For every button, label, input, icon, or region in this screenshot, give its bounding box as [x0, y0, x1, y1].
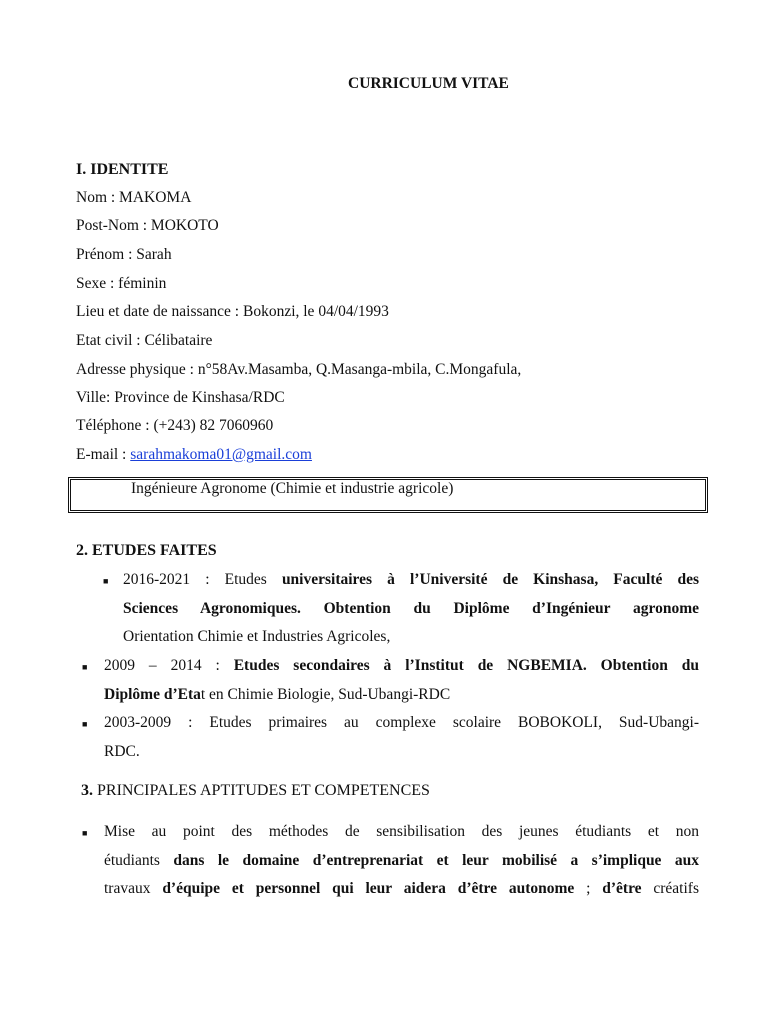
- naissance-line: Lieu et date de naissance : Bokonzi, le 04/04/1993: [76, 303, 389, 320]
- etudes-item-1: [123, 566, 699, 652]
- etudes-item-2: [104, 652, 699, 709]
- etudes-3-line1: 2003-2009 : Etudes primaires au complexe scolaire BOBOKOLI, Sud-Ubangi-: [104, 714, 699, 731]
- cv-title: CURRICULUM VITAE: [348, 75, 509, 92]
- ville-line: Ville: Province de Kinshasa/RDC: [76, 389, 285, 406]
- etudes-1-line2: Sciences Agronomiques. Obtention du Diplôme d’Ingénieur agronome: [123, 599, 699, 617]
- competences-line2-a: étudiants: [104, 851, 174, 869]
- etat-civil-line: Etat civil : Célibataire: [76, 332, 213, 349]
- competences-item: [104, 818, 699, 904]
- telephone-line: Téléphone : (+243) 82 7060960: [76, 417, 274, 434]
- etudes-2-line1-b: Etudes secondaires à l’Institut de NGBEMIA. Obtention du: [233, 657, 700, 674]
- adresse-line: Adresse physique : n°58Av.Masamba, Q.Masanga-mbila, C.Mongafula,: [76, 361, 522, 378]
- competences-line3-a: travaux: [104, 880, 163, 898]
- email-link[interactable]: sarahmakoma01@gmail.com: [130, 446, 312, 463]
- bullet-icon: ■: [82, 719, 88, 729]
- bullet-icon: ■: [82, 828, 88, 838]
- post-nom-line: Post-Nom : MOKOTO: [76, 217, 219, 234]
- email-label: E-mail :: [76, 446, 131, 463]
- competences-heading-number: 3.: [81, 782, 93, 799]
- etudes-1-line1-a: 2016-2021 : Etudes: [123, 571, 282, 588]
- etudes-2-line2-b: t en Chimie Biologie, Sud-Ubangi-RDC: [200, 685, 451, 703]
- profession-text: Ingénieure Agronome (Chimie et industrie agricole): [131, 480, 454, 497]
- competences-heading: [81, 782, 430, 800]
- nom-line: Nom : MAKOMA: [76, 189, 192, 206]
- etudes-heading: 2. ETUDES FAITES: [76, 542, 217, 559]
- etudes-3-line2: RDC.: [104, 742, 140, 760]
- bullet-icon: ■: [82, 662, 88, 672]
- prenom-line: Prénom : Sarah: [76, 246, 172, 263]
- identity-heading: I. IDENTITE: [76, 161, 169, 178]
- competences-line3-c: ;: [574, 880, 603, 898]
- competences-heading-text: PRINCIPALES APTITUDES ET COMPETENCES: [93, 782, 430, 799]
- competences-line3-b: d’équipe et personnel qui leur aidera d’être autonome: [162, 880, 575, 898]
- bullet-icon: ■: [103, 576, 109, 586]
- sexe-line: Sexe : féminin: [76, 275, 167, 292]
- competences-line1: Mise au point des méthodes de sensibilisation des jeunes étudiants et non: [104, 823, 699, 840]
- etudes-2-line1-a: 2009 – 2014 :: [104, 657, 234, 674]
- etudes-2-line2-a: Diplôme d’Eta: [104, 685, 201, 703]
- competences-line3-e: créatifs: [641, 880, 699, 898]
- competences-line3-d: d’être: [602, 880, 642, 898]
- etudes-1-line1-b: universitaires à l’Université de Kinshasa, Faculté des: [281, 571, 699, 588]
- email-line: [76, 446, 312, 464]
- etudes-item-3: [104, 709, 699, 766]
- etudes-1-line3: Orientation Chimie et Industries Agricoles,: [123, 628, 391, 646]
- competences-line2-b: dans le domaine d’entreprenariat et leur mobilisé a s’implique aux: [173, 851, 699, 869]
